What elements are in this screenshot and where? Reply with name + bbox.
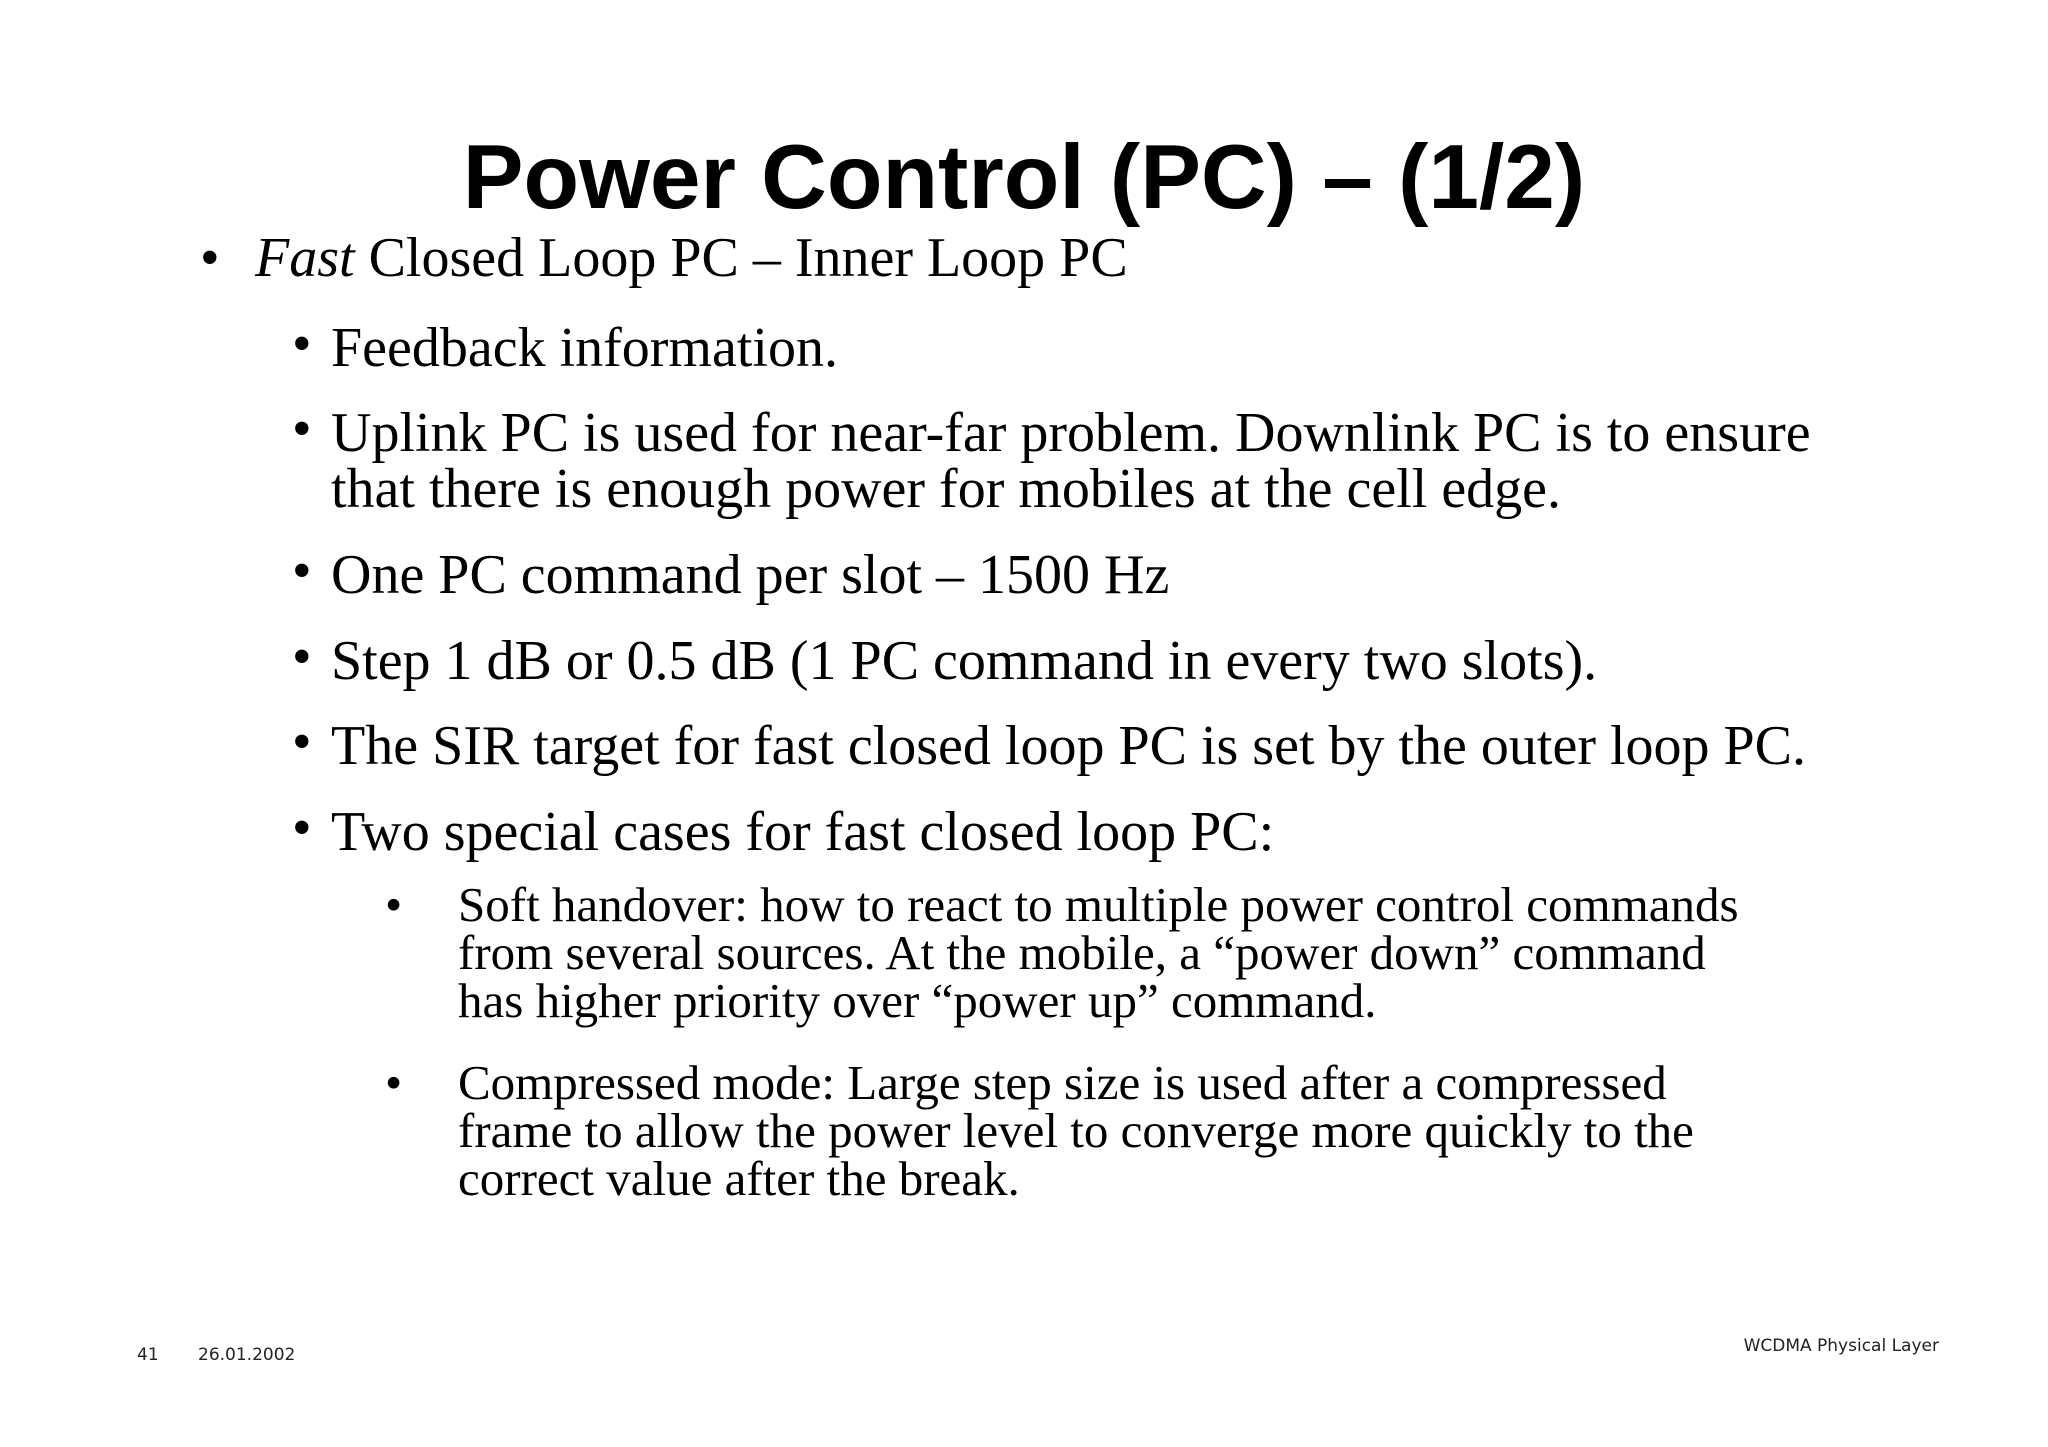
footer-date: 26.01.2002 [198, 1345, 296, 1365]
emphasis-fast: Fast [255, 227, 355, 289]
text-line: from several sources. At the mobile, a “power down” command [458, 925, 1706, 980]
slide-title: Power Control (PC) – (1/2) [462, 127, 1586, 228]
text-line: Two special cases for fast closed loop PC: [331, 801, 1275, 863]
bullet-text [255, 224, 1128, 292]
text-line: The SIR target for fast closed loop PC is set by the outer loop PC. [331, 715, 1807, 777]
bullet-marker: • [292, 540, 312, 602]
text-line: that there is enough power for mobiles at the cell edge. [331, 458, 1562, 520]
sub-bullet-text [331, 402, 1931, 520]
footer-doc-title: WCDMA Physical Layer [1743, 1336, 1939, 1356]
bullet-marker: • [292, 313, 312, 375]
text-line: Feedback information. [331, 317, 838, 379]
page-number: 41 [137, 1345, 159, 1365]
text-line: correct value after the break. [458, 1151, 1020, 1206]
text-line: Uplink PC is used for near-far problem. Downlink PC is to ensure [331, 402, 1811, 464]
text-line: frame to allow the power level to converge more quickly to the [458, 1103, 1694, 1158]
sub-bullet-text [331, 630, 1931, 692]
sub-sub-bullet-text [458, 1055, 1998, 1206]
sub-bullet-text [331, 715, 1931, 777]
text-line: Step 1 dB or 0.5 dB (1 PC command in every two slots). [331, 630, 1598, 692]
text-line: One PC command per slot – 1500 Hz [331, 544, 1170, 606]
bullet-marker: • [292, 797, 312, 859]
sub-bullet-text [331, 801, 1931, 863]
bullet-marker: • [292, 626, 312, 688]
bullet-text-rest: Closed Loop PC – Inner Loop PC [354, 227, 1128, 289]
bullet-marker: • [292, 398, 312, 460]
sub-bullet-text [331, 544, 1931, 606]
bullet-marker: • [200, 227, 220, 289]
sub-sub-bullet-text [458, 877, 1998, 1028]
sub-bullet-text [331, 317, 1931, 379]
bullet-marker: • [292, 711, 312, 773]
bullet-marker: • [385, 877, 403, 932]
bullet-marker: • [385, 1055, 403, 1110]
text-line: Compressed mode: Large step size is used after a compressed [458, 1055, 1667, 1110]
text-line: Soft handover: how to react to multiple power control commands [458, 877, 1739, 932]
text-line: has higher priority over “power up” command. [458, 973, 1377, 1028]
